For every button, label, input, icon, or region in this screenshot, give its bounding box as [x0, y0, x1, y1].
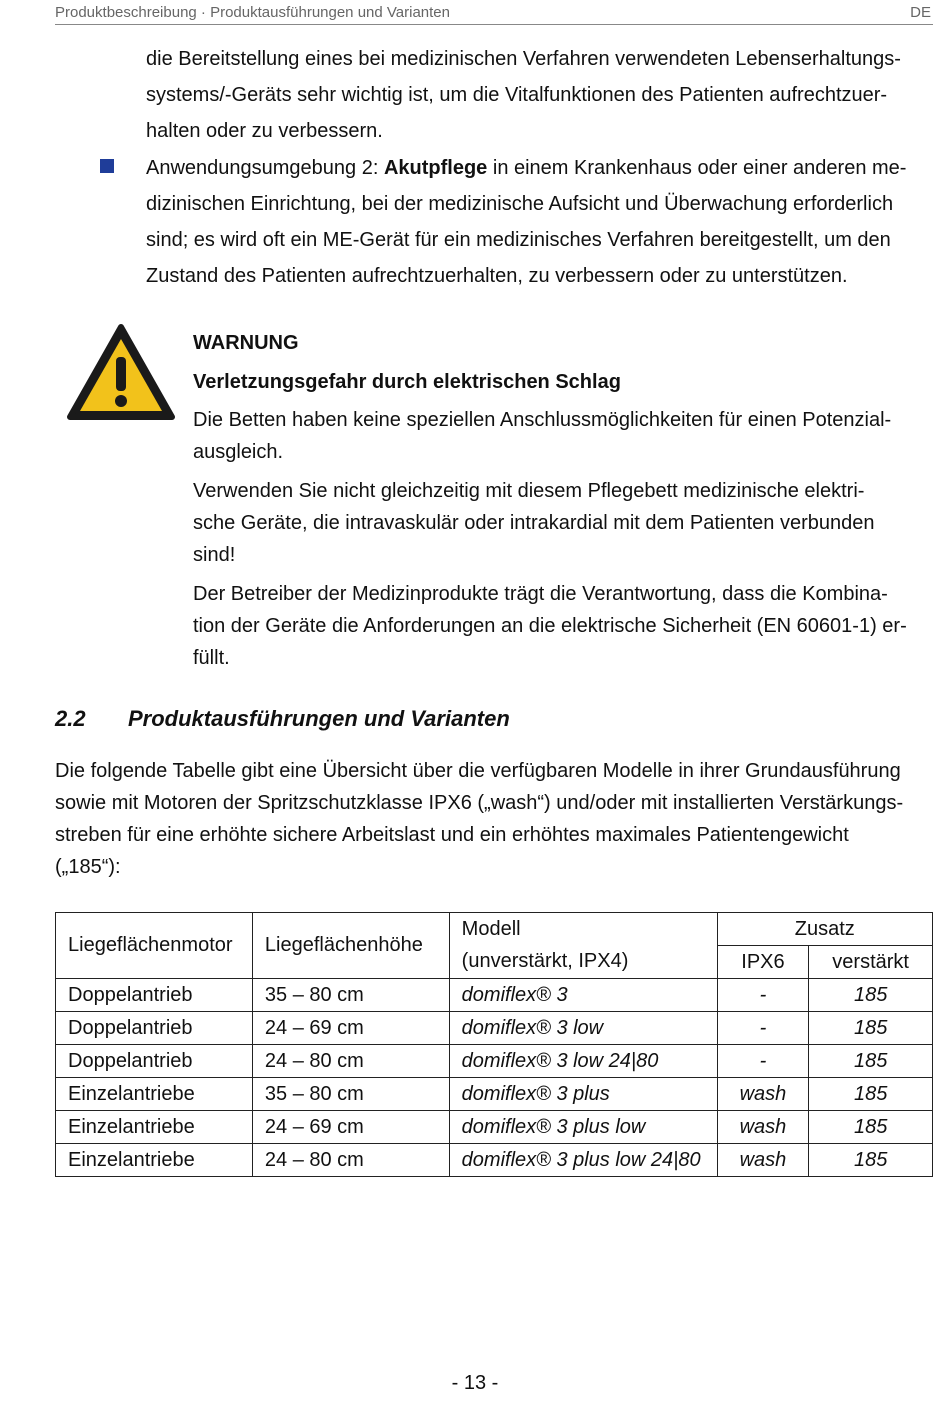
section-body-line-3: streben für eine erhöhte sichere Arbeitslast und ein erhöhtes maximales Patientengewicht — [55, 824, 849, 846]
header-reinforced: verstärkt — [809, 946, 933, 979]
cell-model: domiflex® 3 plus low 24|80 — [449, 1144, 717, 1177]
table-row — [56, 1078, 933, 1111]
cell-motor: Einzelantriebe — [56, 1144, 253, 1177]
bullet-square-icon — [100, 159, 114, 173]
cell-ipx6: wash — [717, 1144, 809, 1177]
cell-ipx6: - — [717, 1012, 809, 1045]
table-row — [56, 1144, 933, 1177]
section-title: Produktausführungen und Varianten — [128, 706, 510, 731]
warning-p3-line-3: füllt. — [193, 647, 230, 669]
header-model-line1: Modell — [449, 913, 717, 946]
table-row — [56, 979, 933, 1012]
cell-model: domiflex® 3 plus — [449, 1078, 717, 1111]
bullet2-suffix: in einem Krankenhaus oder einer anderen me- — [487, 157, 907, 179]
cell-height: 24 – 69 cm — [252, 1012, 449, 1045]
cell-height: 35 – 80 cm — [252, 979, 449, 1012]
cell-motor: Doppelantrieb — [56, 1012, 253, 1045]
cell-height: 35 – 80 cm — [252, 1078, 449, 1111]
cell-ipx6: - — [717, 979, 809, 1012]
cell-height: 24 – 80 cm — [252, 1045, 449, 1078]
cell-model: domiflex® 3 — [449, 979, 717, 1012]
cell-model: domiflex® 3 low — [449, 1012, 717, 1045]
cell-motor: Einzelantriebe — [56, 1078, 253, 1111]
header-height: Liegeflächenhöhe — [252, 913, 449, 979]
cell-model: domiflex® 3 low 24|80 — [449, 1045, 717, 1078]
table-header-row-1 — [56, 913, 933, 946]
intro-line-2: systems/-Geräts sehr wichtig ist, um die Vitalfunktionen des Patienten aufrechtzuer- — [146, 84, 888, 106]
cell-reinforced: 185 — [809, 1144, 933, 1177]
header-model-line2: (unverstärkt, IPX4) — [449, 946, 717, 979]
cell-ipx6: wash — [717, 1111, 809, 1144]
table-row — [56, 1111, 933, 1144]
cell-ipx6: wash — [717, 1078, 809, 1111]
cell-reinforced: 185 — [809, 979, 933, 1012]
cell-motor: Doppelantrieb — [56, 1045, 253, 1078]
page-number: - 13 - — [451, 1372, 499, 1394]
warning-triangle-icon — [66, 323, 176, 421]
header-motor: Liegeflächenmotor — [56, 913, 253, 979]
header-extra: Zusatz — [717, 913, 932, 946]
intro-line-1: die Bereitstellung eines bei medizinischen Verfahren verwendeten Lebenserhaltungs- — [146, 48, 901, 70]
cell-reinforced: 185 — [809, 1111, 933, 1144]
section-body-line-1: Die folgende Tabelle gibt eine Übersicht über die verfügbaren Modelle in ihrer Grundausführung — [55, 760, 901, 782]
bullet2-prefix: Anwendungsumgebung 2: — [146, 157, 384, 179]
variants-table — [55, 912, 933, 1177]
table-row — [56, 1045, 933, 1078]
page-header — [55, 2, 933, 25]
bullet2-line-3: sind; es wird oft ein ME-Gerät für ein medizinisches Verfahren bereitgestellt, um den — [146, 229, 891, 251]
warning-p1-line-1: Die Betten haben keine speziellen Anschlussmöglichkeiten für einen Potenzial- — [193, 409, 892, 431]
header-breadcrumb: Produktbeschreibung · Produktausführungen und Varianten — [55, 4, 450, 21]
warning-p1-line-2: ausgleich. — [193, 441, 284, 463]
warning-p3-line-2: tion der Geräte die Anforderungen an die elektrische Sicherheit (EN 60601-1) er- — [193, 615, 907, 637]
cell-motor: Einzelantriebe — [56, 1111, 253, 1144]
cell-model: domiflex® 3 plus low — [449, 1111, 717, 1144]
warning-p2-line-3: sind! — [193, 544, 236, 566]
section-number: 2.2 — [55, 706, 86, 731]
bullet2-line-4: Zustand des Patienten aufrechtzuerhalten, zu verbessern oder zu unterstützen. — [146, 265, 848, 287]
bullet2-line-2: dizinischen Einrichtung, bei der medizinische Aufsicht und Überwachung erforderlich — [146, 193, 894, 215]
section-body-line-4: („185“): — [55, 856, 121, 878]
cell-ipx6: - — [717, 1045, 809, 1078]
bullet2-bold: Akutpflege — [383, 157, 488, 179]
section-body-line-2: sowie mit Motoren der Spritzschutzklasse IPX6 („wash“) und/oder mit installierten Verstärkungs- — [55, 792, 904, 814]
warning-p2-line-2: sche Geräte, die intravaskulär oder intrakardial mit dem Patienten verbunden — [193, 512, 875, 534]
warning-p2-line-1: Verwenden Sie nicht gleichzeitig mit diesem Pflegebett medizinische elektri- — [193, 480, 865, 502]
warning-p3-line-1: Der Betreiber der Medizinprodukte trägt die Verantwortung, dass die Kombina- — [193, 583, 888, 605]
header-ipx6: IPX6 — [717, 946, 809, 979]
warning-title: WARNUNG — [193, 332, 299, 354]
cell-reinforced: 185 — [809, 1078, 933, 1111]
cell-height: 24 – 69 cm — [252, 1111, 449, 1144]
cell-reinforced: 185 — [809, 1045, 933, 1078]
cell-height: 24 – 80 cm — [252, 1144, 449, 1177]
intro-line-3: halten oder zu verbessern. — [146, 120, 383, 142]
header-language: DE — [910, 4, 931, 21]
table-row — [56, 1012, 933, 1045]
cell-motor: Doppelantrieb — [56, 979, 253, 1012]
cell-reinforced: 185 — [809, 1012, 933, 1045]
warning-subtitle: Verletzungsgefahr durch elektrischen Schlag — [193, 371, 621, 393]
bullet2-line-1 — [146, 150, 906, 186]
